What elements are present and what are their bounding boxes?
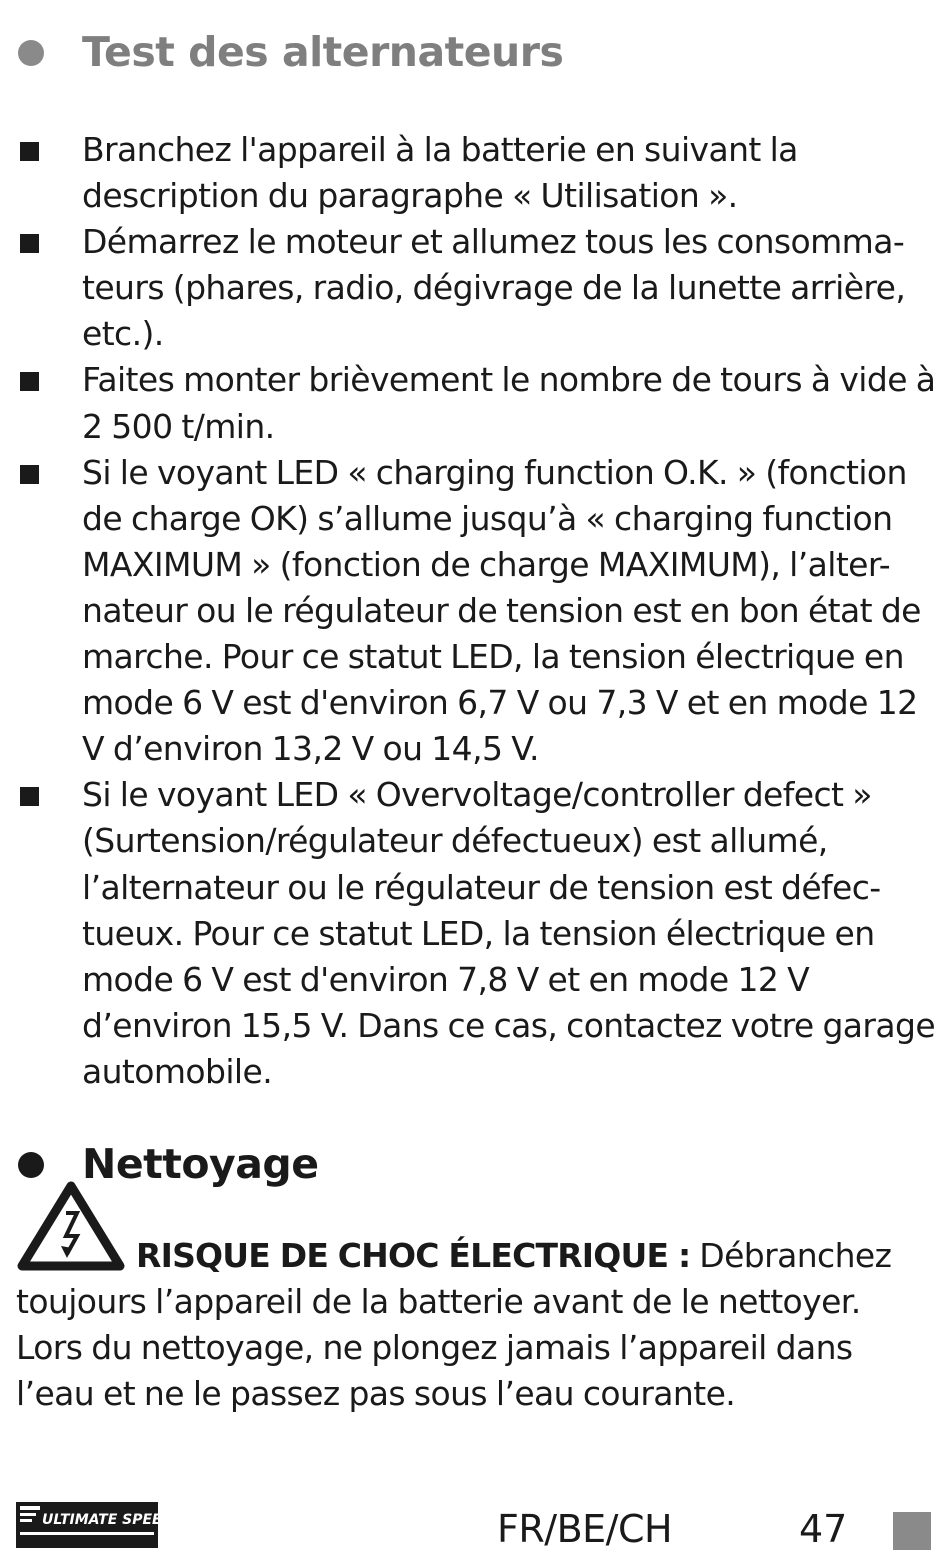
list-item-text: Si le voyant LED « charging function O.K. » (fonction de charge OK) s’allume jusqu’à « charging function MAXIMUM » (fonction de charge MAXIMUM), l’alter-nateur ou le régulateur de tension est en bon état de marche. Pour ce statut LED, la tension électrique en mode 6 V est d'environ 6,7 V ou 7,3 V et en mode 12 V d’environ 13,2 V ou 14,5 V. [82,452,921,769]
warning-label: RISQUE DE CHOC ÉLECTRIQUE : [136,1236,691,1275]
heading-bullet [18,1152,44,1178]
electric-shock-warning-icon [16,1180,126,1272]
warning-body: Débranchez toujours l’appareil de la batterie avant de le nettoyer. Lors du nettoyage, ne plongez jamais l’appareil dans l’eau et ne le passez pas sous l’eau courante. [16,1236,892,1413]
list-item [0,357,950,449]
instruction-list [0,127,950,1095]
square-bullet-icon [20,372,39,391]
heading-bullet [18,40,44,66]
list-item-text: Branchez l'appareil à la batterie en suivant la description du paragraphe « Utilisation ». [82,130,798,216]
list-item [0,450,950,773]
list-item-text: Faites monter brièvement le nombre de tours à vide à 2 500 t/min. [82,360,936,446]
list-item-text: Si le voyant LED « Overvoltage/controller defect » (Surtension/régulateur défectueux) est allumé, l’alternateur ou le régulateur de tension est défec-tueux. Pour ce statut LED, la tension électrique en mode 6 V est d'environ 7,8 V et en mode 12 V d’environ 15,5 V. Dans ce cas, contactez votre garage automobile. [82,775,936,1091]
section-heading-test-alternateurs [18,28,564,76]
square-bullet-icon [20,234,39,253]
square-bullet-icon [20,465,39,484]
warning-text [16,1180,931,1417]
section-title: Test des alternateurs [82,28,564,76]
ultimate-speed-logo [16,1502,174,1548]
section-title: Nettoyage [82,1140,319,1188]
section-heading-nettoyage [18,1140,319,1188]
logo-text: ULTIMATE SPEED [42,1512,174,1528]
list-item [0,772,950,1095]
list-item [0,219,950,357]
list-item-text: Démarrez le moteur et allumez tous les consomma-teurs (phares, radio, dégivrage de la lunette arrière, etc.). [82,222,906,354]
page-number: 47 [799,1507,848,1551]
square-bullet-icon [20,142,39,161]
footer-square-marker [893,1512,931,1550]
square-bullet-icon [20,787,39,806]
list-item [0,127,950,219]
footer-region: FR/BE/CH [497,1507,673,1551]
warning-block [16,1180,931,1417]
